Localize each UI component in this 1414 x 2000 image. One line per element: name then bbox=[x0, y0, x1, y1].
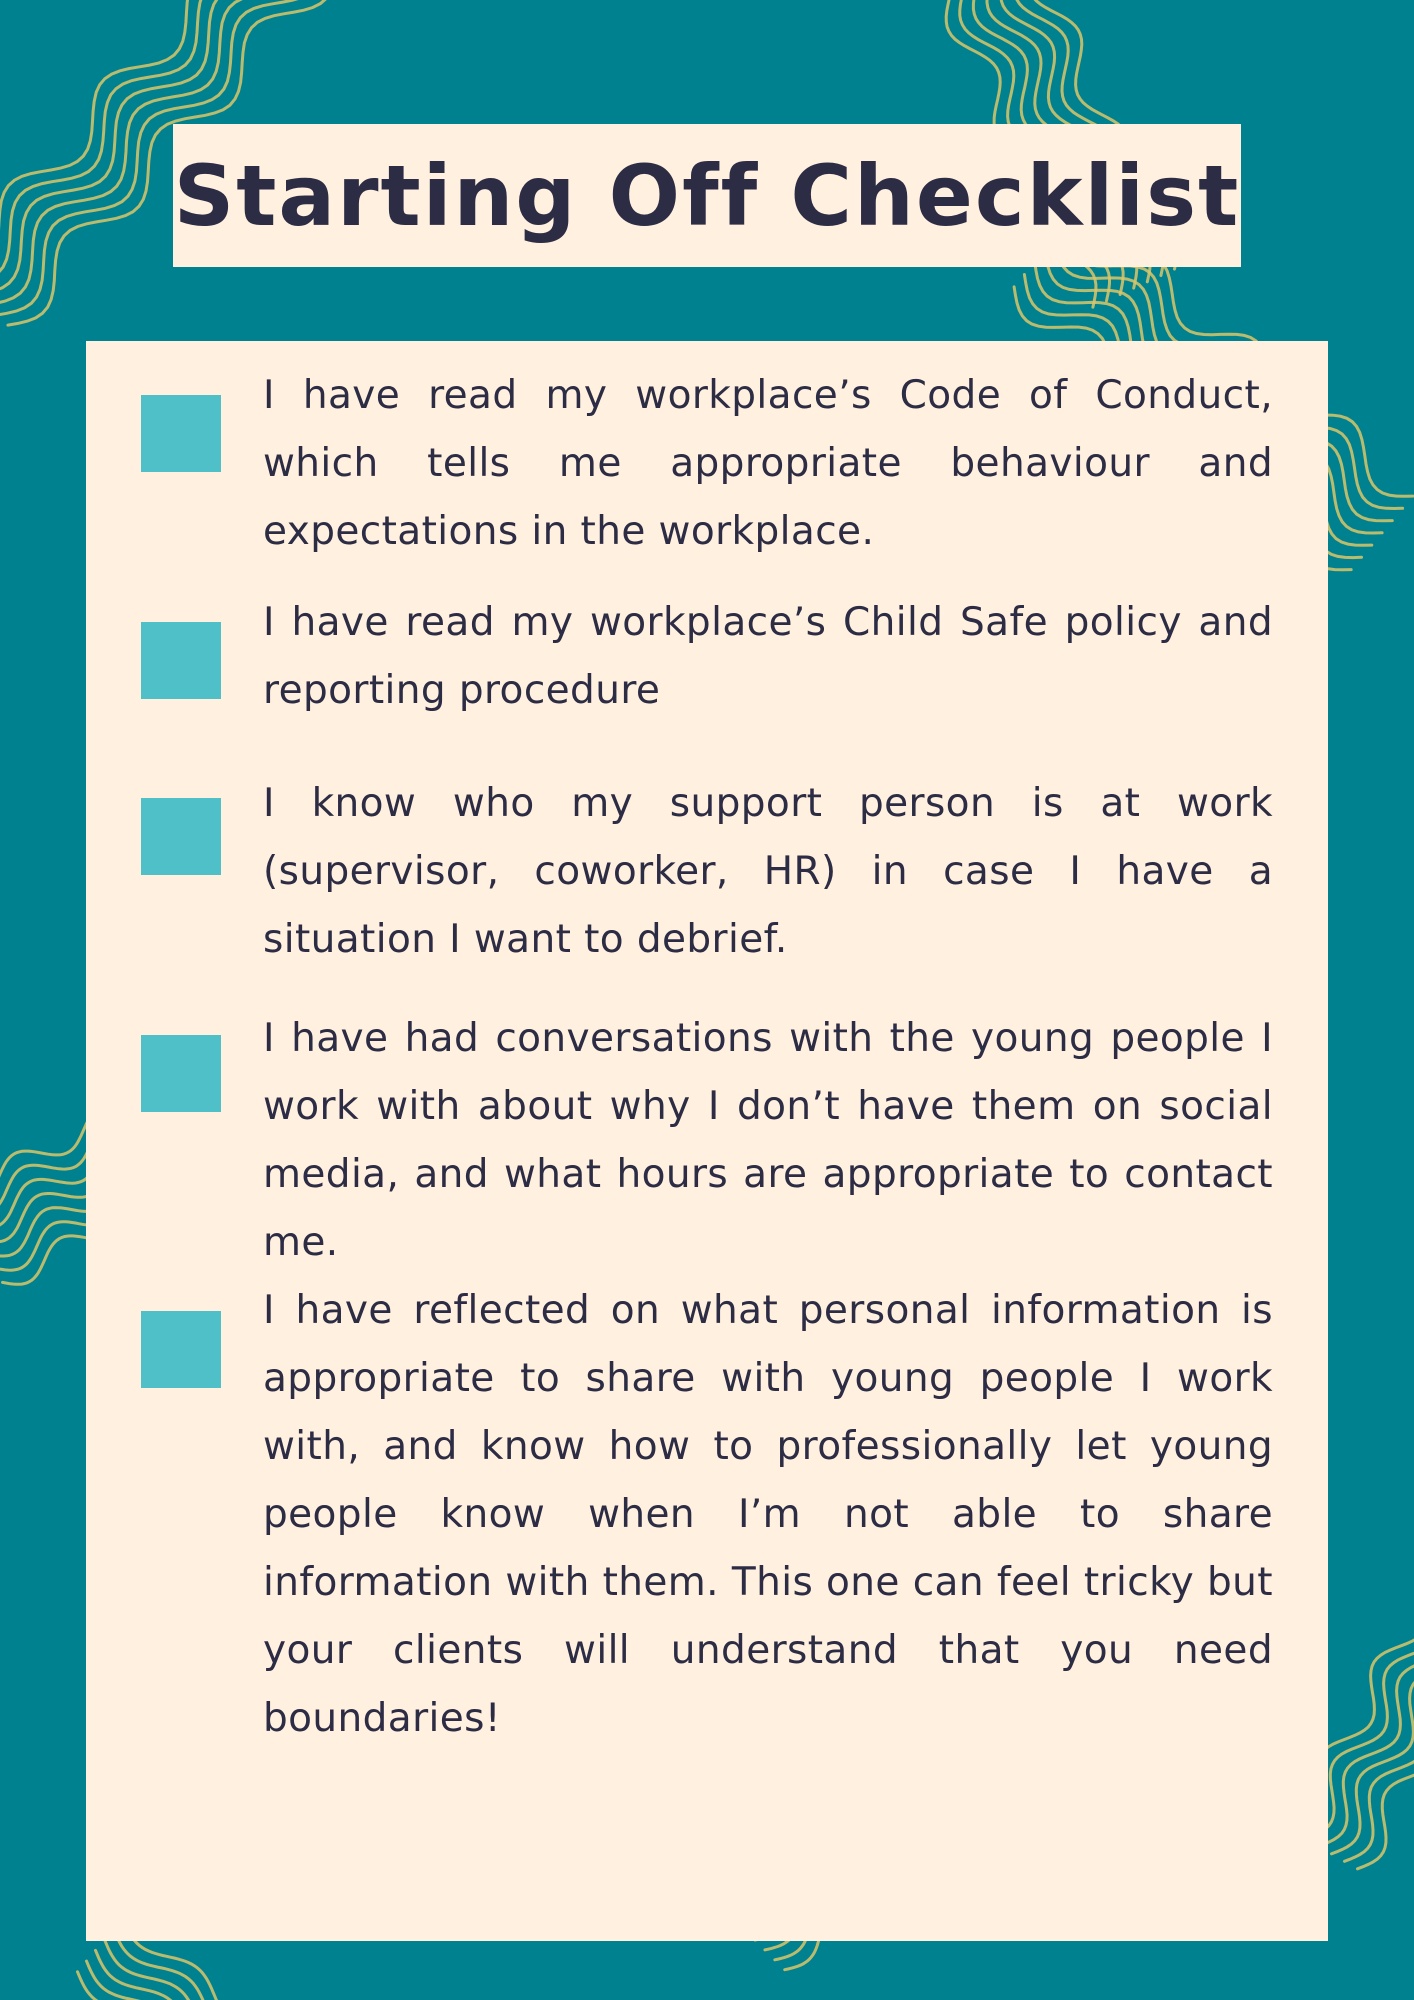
checklist-item-text: I have read my workplace’s Child Safe policy and reporting procedure bbox=[263, 600, 1273, 713]
decorative-wave-line bbox=[105, 1940, 289, 2000]
checkbox-support-person[interactable] bbox=[141, 798, 221, 875]
checkbox-personal-information[interactable] bbox=[141, 1311, 221, 1388]
checkbox-social-media[interactable] bbox=[141, 1035, 221, 1112]
checklist-item-text: I have reflected on what personal information is appropriate to share with young people I work with, and know how to professionally let young people know when I’m not able to share information with them. This one can feel tricky but your clients will understand that you need boundaries! bbox=[263, 1288, 1273, 1741]
checklist-item-text: I have had conversations with the young people I work with about why I don’t have them on social media, and what hours are appropriate to contact me. bbox=[263, 1016, 1273, 1265]
decorative-wave-line bbox=[1345, 1584, 1414, 1861]
checklist-item-text: I have read my workplace’s Code of Conduct, which tells me appropriate behaviour and expectations in the workplace. bbox=[263, 373, 1273, 554]
checklist-item-text: I know who my support person is at work (supervisor, coworker, HR) in case I have a situation I want to debrief. bbox=[263, 781, 1273, 962]
page-title: Starting Off Checklist bbox=[173, 146, 1241, 245]
checkbox-code-of-conduct[interactable] bbox=[141, 395, 221, 472]
checkbox-child-safe-policy[interactable] bbox=[141, 622, 221, 699]
decorative-wave-line bbox=[96, 1950, 280, 2000]
title-banner bbox=[173, 124, 1241, 267]
decorative-wave-line bbox=[78, 1972, 262, 2000]
checklist-panel bbox=[86, 341, 1328, 1941]
